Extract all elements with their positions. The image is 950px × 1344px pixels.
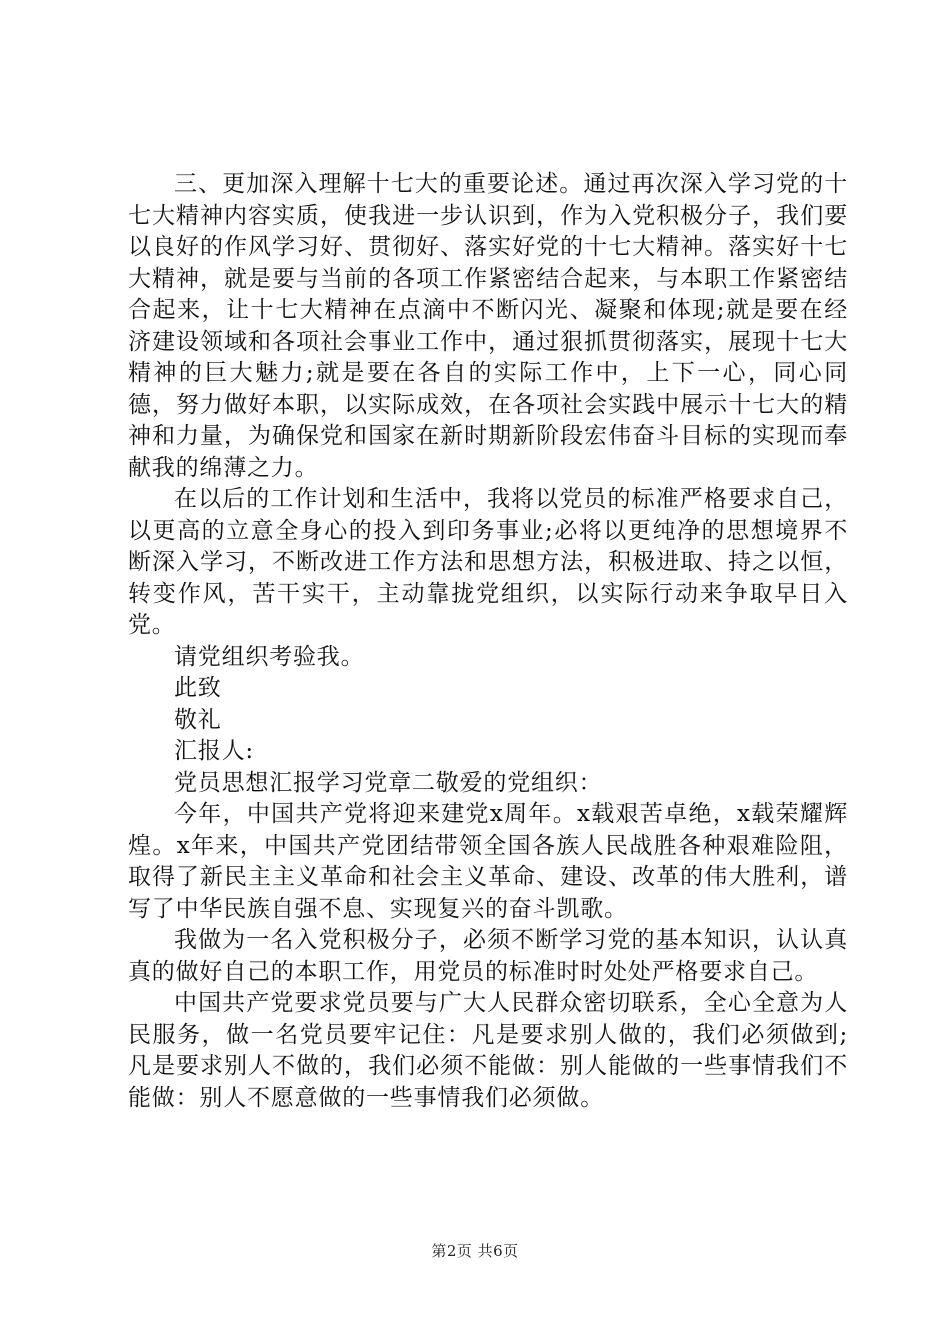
section-heading-party-constitution: 党员思想汇报学习党章二敬爱的党组织： — [174, 769, 603, 796]
paragraph-activist-study: 我做为一名入党积极分子，必须不断学习党的基本知识，认认真真的做好自己的本职工作，用党员的标准时时处处严格要求自己。 — [128, 927, 848, 985]
paragraph-study-seventeenth-congress: 三、更加深入理解十七大的重要论述。通过再次深入学习党的十七大精神内容实质，使我进一步认识到，作为入党积极分子，我们要以良好的作风学习好、贯彻好、落实好党的十七大精神。落实好十七大精神，就是要与当前的各项工作紧密结合起来，与本职工作紧密结合起来，让十七大精神在点滴中不断闪光、凝聚和体现;就是要在经济建设领域和各项社会事业工作中，通过狠抓贯彻落实，展现十七大精神的巨大魅力;就是要在各自的实际工作中，上下一心，同心同德，努力做好本职，以实际成效，在各项社会实践中展示十七大的精神和力量，为确保党和国家在新时期新阶段宏伟奋斗目标的实现而奉献我的绵薄之力。 — [128, 171, 848, 481]
paragraph-future-plan: 在以后的工作计划和生活中，我将以党员的标准严格要求自己，以更高的立意全身心的投入到印务事业;必将以更纯净的思想境界不断深入学习，不断改进工作方法和思想方法，积极进取、持之以恒，转变作风，苦干实干，主动靠拢党组织，以实际行动来争取早日入党。 — [128, 486, 848, 638]
document-body — [128, 169, 848, 1114]
reporter-label: 汇报人: — [174, 738, 254, 764]
page-number-footer: 第2页 共6页 — [431, 1242, 519, 1260]
closing-salutation-cizhi: 此致 — [174, 675, 222, 701]
closing-salutation-jingli: 敬礼 — [174, 706, 222, 733]
paragraph-request-examination: 请党组织考验我。 — [174, 643, 365, 670]
paragraph-party-anniversary: 今年，中国共产党将迎来建党x周年。x载艰苦卓绝，x载荣耀辉煌。x年来，中国共产党团结带领全国各族人民战胜各种艰难险阻，取得了新民主主义革命和社会主义革命、建设、改革的伟大胜利，谱写了中华民族自强不息、实现复兴的奋斗凯歌。 — [128, 801, 848, 922]
paragraph-serve-people: 中国共产党要求党员要与广大人民群众密切联系，全心全意为人民服务，做一名党员要牢记住：凡是要求别人做的，我们必须做到;凡是要求别人不做的，我们必须不能做：别人能做的一些事情我们不能做：别人不愿意做的一些事情我们必须做。 — [128, 990, 848, 1111]
